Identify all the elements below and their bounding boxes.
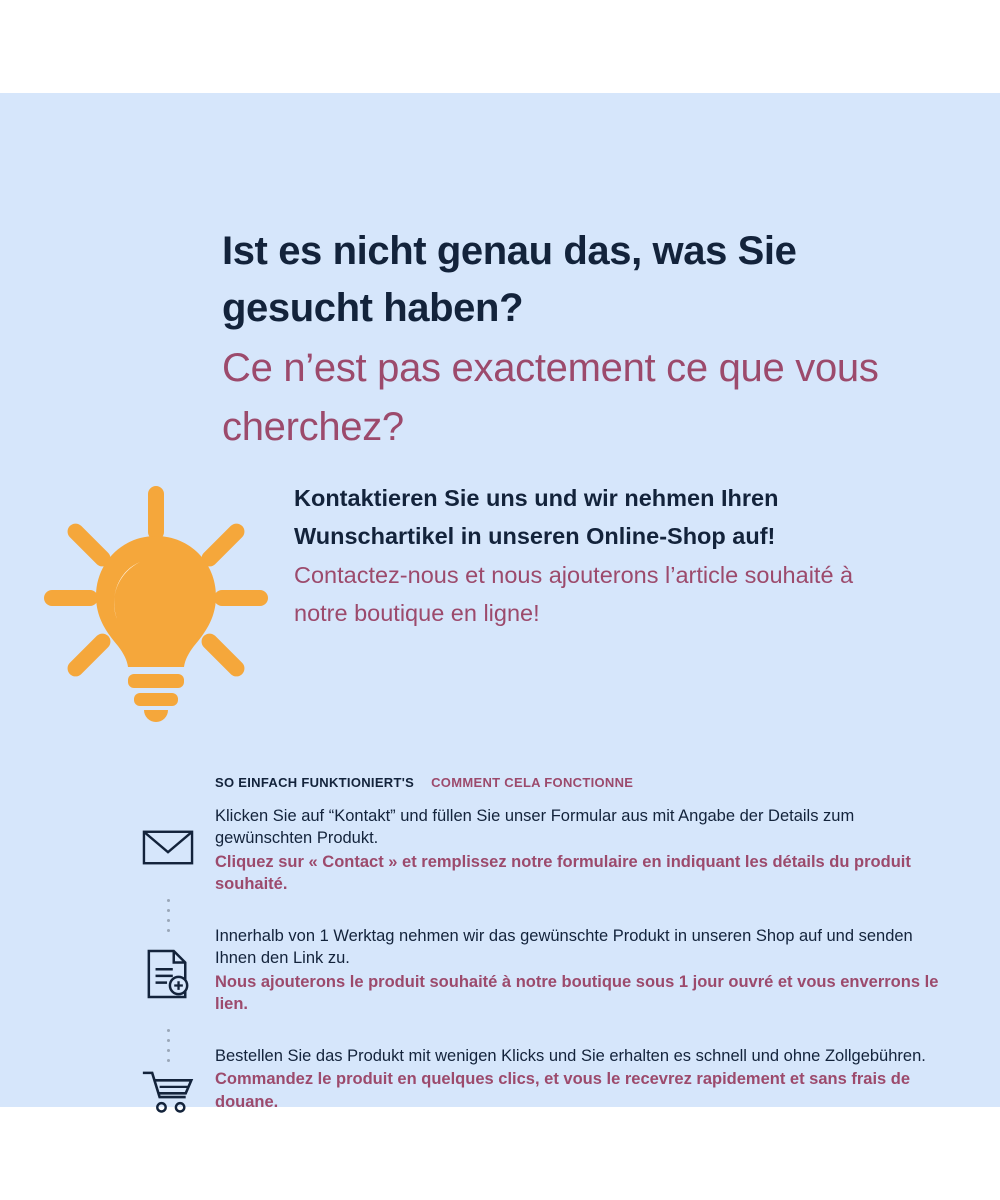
- document-add-icon: [120, 921, 215, 999]
- step-text-fr: Nous ajouterons le produit souhaité à notre boutique sous 1 jour ouvré et vous enverrons le lien.: [215, 972, 939, 1013]
- how-it-works-title-fr: COMMENT CELA FONCTIONNE: [431, 775, 634, 790]
- how-it-works-steps: [120, 801, 940, 1161]
- shopping-cart-icon: [120, 1041, 215, 1114]
- headline-de: Ist es nicht genau das, was Sie gesucht haben?: [222, 229, 797, 330]
- step-text-fr: Cliquez sur « Contact » et remplissez notre formulaire en indiquant les détails du produit souhaité.: [215, 852, 911, 893]
- step-item: [120, 801, 940, 921]
- step-text: [215, 921, 940, 1015]
- step-item: [120, 921, 940, 1041]
- step-text: [215, 1041, 940, 1113]
- step-text-de: Klicken Sie auf “Kontakt” und füllen Sie unser Formular aus mit Angabe der Details zum gewünschten Produkt.: [215, 807, 855, 848]
- step-text: [215, 801, 940, 895]
- envelope-icon: [120, 801, 215, 866]
- step-text-de: Bestellen Sie das Produkt mit wenigen Klicks und Sie erhalten es schnell und ohne Zollgebühren.: [215, 1047, 926, 1065]
- step-text-fr: Commandez le produit en quelques clics, et vous le recevrez rapidement et sans frais de douane.: [215, 1070, 911, 1111]
- how-it-works-title: [215, 775, 633, 790]
- how-it-works-title-de: SO EINFACH FUNKTIONIERT'S: [215, 775, 415, 790]
- subheading-fr: Contactez-nous et nous ajouterons l’article souhaité à notre boutique en ligne!: [294, 562, 854, 627]
- headline-block: [222, 223, 922, 457]
- subheading-de: Kontaktieren Sie uns und wir nehmen Ihren Wunschartikel in unseren Online-Shop auf!: [294, 485, 779, 550]
- promo-banner: [0, 93, 1000, 1111]
- step-text-de: Innerhalb von 1 Werktag nehmen wir das gewünschte Produkt in unseren Shop auf und senden Ihnen den Link zu.: [215, 927, 913, 968]
- headline-fr: Ce n’est pas exactement ce que vous cherchez?: [222, 345, 879, 449]
- lightbulb-icon: [36, 478, 276, 723]
- step-item: [120, 1041, 940, 1161]
- subheading-block: [294, 479, 894, 632]
